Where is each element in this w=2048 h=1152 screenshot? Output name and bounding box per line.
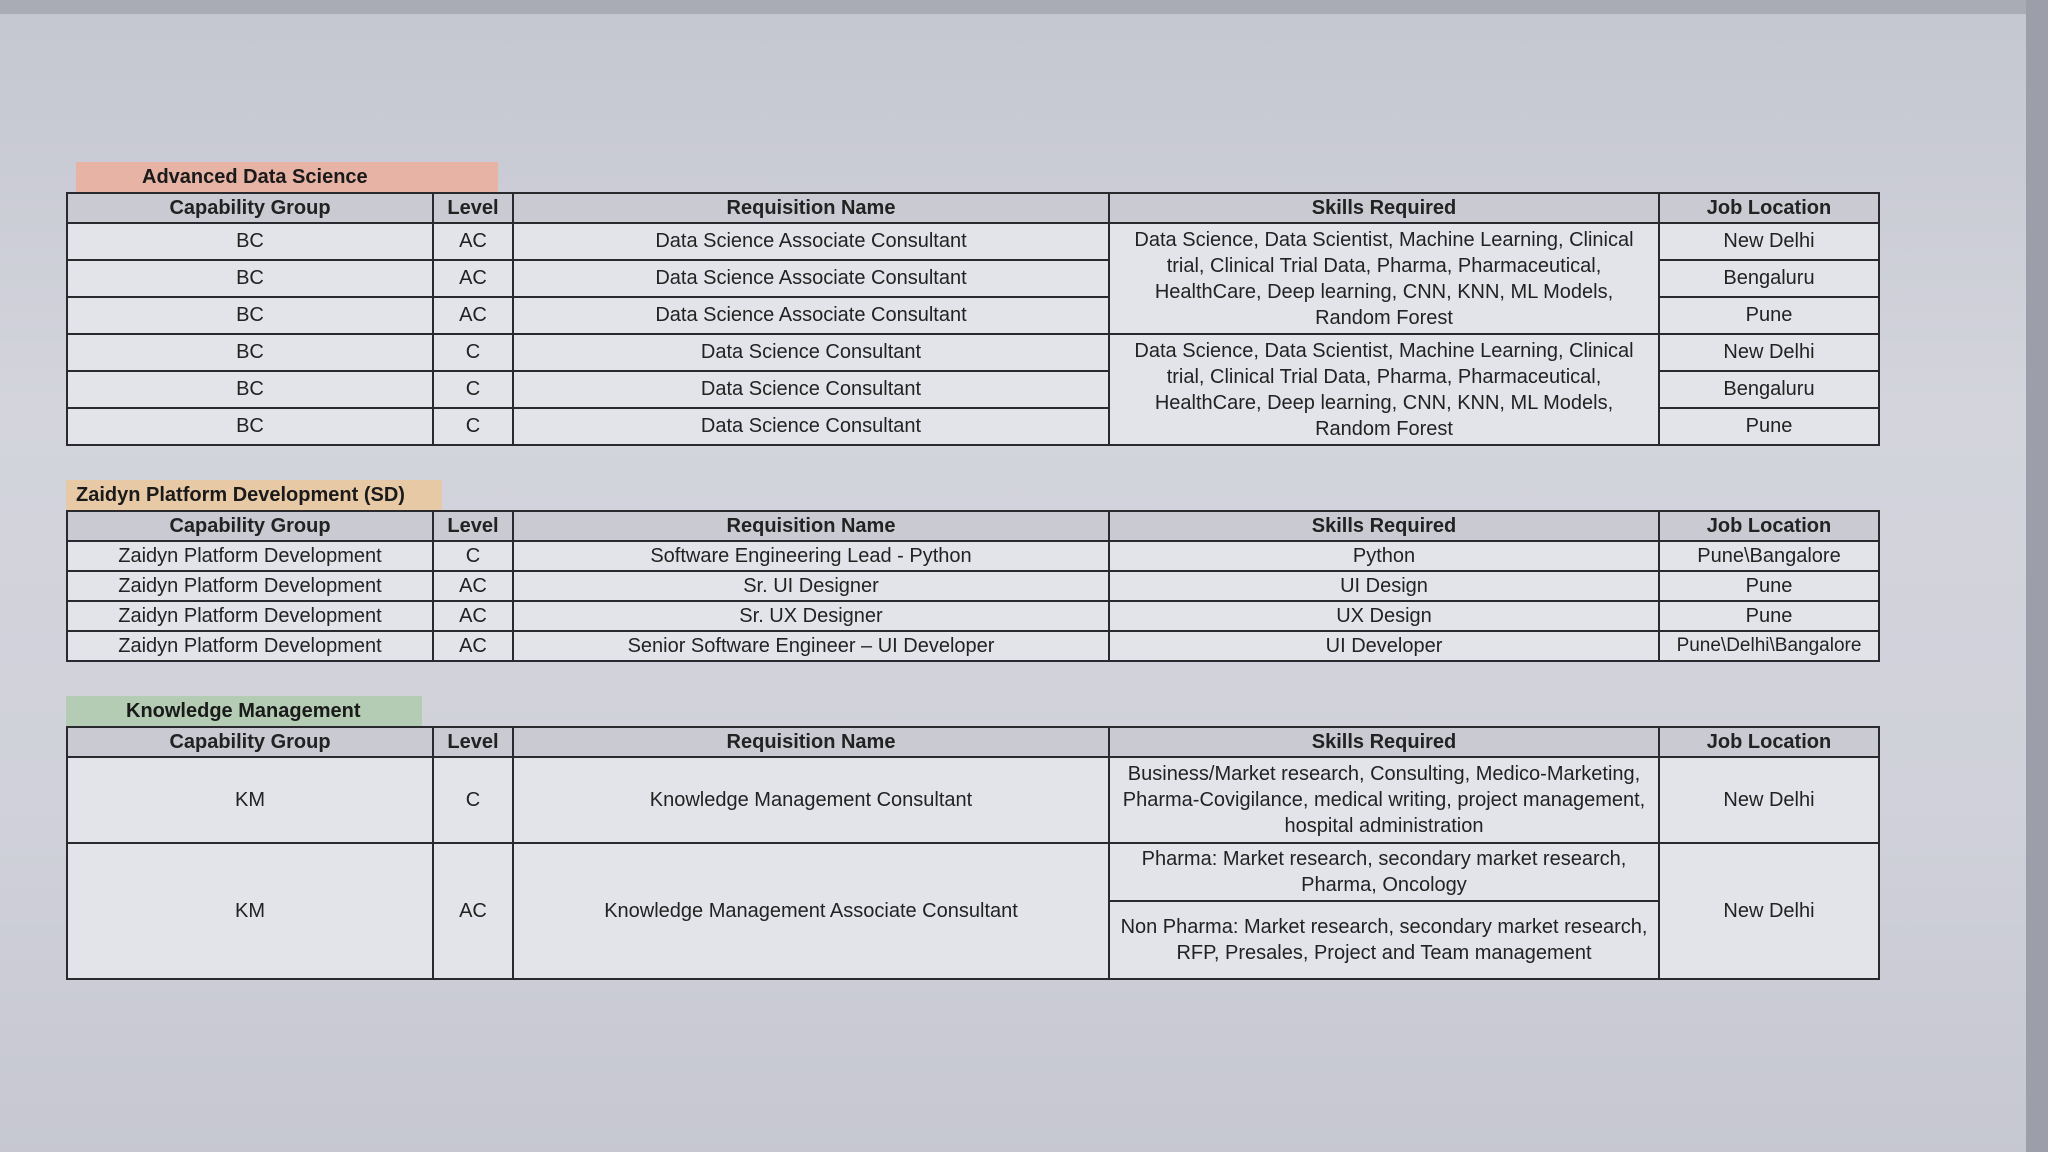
cell-level: AC (433, 223, 513, 260)
cell-capability-group: Zaidyn Platform Development (67, 541, 433, 571)
cell-capability-group: KM (67, 843, 433, 979)
cell-skills-required: Data Science, Data Scientist, Machine Learning, Clinical trial, Clinical Trial Data, Pharma, Pharmaceutical, HealthCare, Deep learning, CNN, KNN, ML Models, Random Forest (1109, 223, 1659, 334)
header-capability-group: Capability Group (67, 727, 433, 757)
cell-job-location: Pune (1659, 408, 1879, 445)
cell-job-location: Pune (1659, 571, 1879, 601)
table-header-row (67, 511, 1879, 541)
table-header-row (67, 727, 1879, 757)
cell-requisition-name: Data Science Associate Consultant (513, 223, 1109, 260)
cell-requisition-name: Senior Software Engineer – UI Developer (513, 631, 1109, 661)
cell-skills-non-pharma: Non Pharma: Market research, secondary market research, RFP, Presales, Project and Team management (1109, 901, 1659, 979)
cell-level: AC (433, 601, 513, 631)
cell-job-location: New Delhi (1659, 334, 1879, 371)
cell-skills-required: Python (1109, 541, 1659, 571)
header-skills-required: Skills Required (1109, 511, 1659, 541)
header-level: Level (433, 727, 513, 757)
cell-requisition-name: Sr. UX Designer (513, 601, 1109, 631)
table-row (67, 541, 1879, 571)
cell-job-location: Bengaluru (1659, 371, 1879, 408)
cell-skills-required: Data Science, Data Scientist, Machine Learning, Clinical trial, Clinical Trial Data, Pharma, Pharmaceutical, HealthCare, Deep learning, CNN, KNN, ML Models, Random Forest (1109, 334, 1659, 445)
header-job-location: Job Location (1659, 193, 1879, 223)
cell-job-location: Pune\Delhi\Bangalore (1659, 631, 1879, 661)
table-row (67, 571, 1879, 601)
header-requisition-name: Requisition Name (513, 727, 1109, 757)
cell-requisition-name: Data Science Consultant (513, 408, 1109, 445)
cell-skills-pharma: Pharma: Market research, secondary market research, Pharma, Oncology (1109, 843, 1659, 901)
table-row (67, 631, 1879, 661)
km-table (66, 726, 1880, 980)
header-capability-group: Capability Group (67, 511, 433, 541)
table-row (67, 843, 1879, 901)
cell-skills-required: UX Design (1109, 601, 1659, 631)
section-title: Advanced Data Science (76, 162, 498, 192)
cell-job-location: New Delhi (1659, 843, 1879, 979)
cell-job-location: Pune\Bangalore (1659, 541, 1879, 571)
cell-capability-group: BC (67, 334, 433, 371)
ads-table (66, 192, 1880, 446)
cell-requisition-name: Knowledge Management Associate Consultant (513, 843, 1109, 979)
header-requisition-name: Requisition Name (513, 511, 1109, 541)
cell-requisition-name: Data Science Consultant (513, 334, 1109, 371)
cell-level: C (433, 541, 513, 571)
table-row (67, 223, 1879, 260)
header-requisition-name: Requisition Name (513, 193, 1109, 223)
header-job-location: Job Location (1659, 727, 1879, 757)
cell-capability-group: KM (67, 757, 433, 843)
zaidyn-table (66, 510, 1880, 662)
cell-requisition-name: Sr. UI Designer (513, 571, 1109, 601)
cell-level: C (433, 371, 513, 408)
cell-capability-group: BC (67, 297, 433, 334)
cell-capability-group: BC (67, 223, 433, 260)
cell-level: AC (433, 571, 513, 601)
table-row (67, 757, 1879, 843)
header-skills-required: Skills Required (1109, 193, 1659, 223)
header-job-location: Job Location (1659, 511, 1879, 541)
header-level: Level (433, 511, 513, 541)
cell-requisition-name: Data Science Associate Consultant (513, 260, 1109, 297)
section-title: Knowledge Management (66, 696, 422, 726)
cell-capability-group: Zaidyn Platform Development (67, 571, 433, 601)
header-capability-group: Capability Group (67, 193, 433, 223)
cell-capability-group: Zaidyn Platform Development (67, 631, 433, 661)
cell-level: C (433, 334, 513, 371)
cell-level: C (433, 408, 513, 445)
cell-level: AC (433, 297, 513, 334)
table-header-row (67, 193, 1879, 223)
cell-job-location: New Delhi (1659, 223, 1879, 260)
header-skills-required: Skills Required (1109, 727, 1659, 757)
cell-job-location: Pune (1659, 601, 1879, 631)
cell-skills-required: Business/Market research, Consulting, Medico-Marketing, Pharma-Covigilance, medical writing, project management, hospital administration (1109, 757, 1659, 843)
cell-job-location: Pune (1659, 297, 1879, 334)
cell-requisition-name: Knowledge Management Consultant (513, 757, 1109, 843)
screen-top-bezel (0, 0, 2048, 14)
cell-skills-required: UI Design (1109, 571, 1659, 601)
cell-capability-group: Zaidyn Platform Development (67, 601, 433, 631)
table-row (67, 601, 1879, 631)
screen-right-bezel (2026, 0, 2048, 1152)
cell-level: AC (433, 631, 513, 661)
cell-requisition-name: Software Engineering Lead - Python (513, 541, 1109, 571)
cell-job-location: New Delhi (1659, 757, 1879, 843)
cell-capability-group: BC (67, 371, 433, 408)
cell-skills-required: UI Developer (1109, 631, 1659, 661)
header-level: Level (433, 193, 513, 223)
cell-requisition-name: Data Science Associate Consultant (513, 297, 1109, 334)
cell-level: AC (433, 843, 513, 979)
cell-requisition-name: Data Science Consultant (513, 371, 1109, 408)
cell-job-location: Bengaluru (1659, 260, 1879, 297)
cell-capability-group: BC (67, 260, 433, 297)
section-title: Zaidyn Platform Development (SD) (66, 480, 442, 510)
table-row (67, 334, 1879, 371)
cell-capability-group: BC (67, 408, 433, 445)
cell-level: AC (433, 260, 513, 297)
cell-level: C (433, 757, 513, 843)
